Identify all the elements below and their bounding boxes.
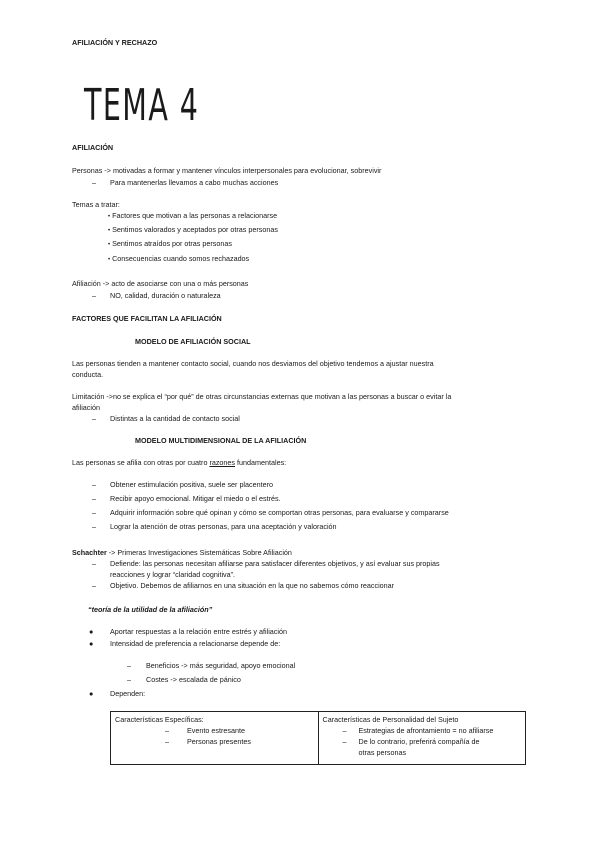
table-cell-personalidad xyxy=(318,712,526,765)
bullet-icon: ● xyxy=(89,689,94,698)
bullet-icon: • xyxy=(108,257,111,263)
personas-sub: Para mantenerlas llevamos a cabo muchas acciones xyxy=(110,178,279,187)
teoria-sub-2: Costes -> escalada de pánico xyxy=(146,675,241,684)
paragraph-line: afiliación xyxy=(72,403,100,412)
list-item: Lograr la atención de otras personas, para una aceptación y valoración xyxy=(110,522,337,531)
dash-marker xyxy=(92,508,96,517)
list-item: • Sentimos valorados y aceptados por otras personas xyxy=(108,225,278,234)
schachter-objetivo: Objetivo. Debemos de afiliarnos en una situación en la que no sabemos cómo reaccionar xyxy=(110,581,395,590)
paragraph-line: conducta. xyxy=(72,370,104,379)
bullet-icon: • xyxy=(108,242,111,248)
teoria-bullet-3: Dependen: xyxy=(110,689,146,698)
table-cell-especificas xyxy=(111,712,319,765)
dependencias-table xyxy=(110,711,526,765)
list-item: Adquirir información sobre qué opinan y cómo se comportan otras personas, para evaluarse y compararse xyxy=(110,508,449,517)
schachter-defiende-cont: reacciones y lograr “claridad cognitiva”. xyxy=(110,570,236,579)
definition-text: Afiliación -> acto de asociarse con una o más personas xyxy=(72,279,249,288)
schachter-defiende: Defiende: las personas necesitan afiliarse para satisfacer diferentes objetivos, y así evaluar sus propias xyxy=(110,559,440,568)
dash-marker xyxy=(92,291,96,300)
dash-marker xyxy=(92,559,96,568)
subheading-modelo-multi: MODELO MULTIDIMENSIONAL DE LA AFILIACIÓN xyxy=(135,436,307,445)
cell-title: Características de Personalidad del Sujeto xyxy=(322,715,459,724)
teoria-sub-1: Beneficios -> más seguridad, apoyo emocional xyxy=(146,661,296,670)
dash-marker xyxy=(92,414,96,423)
list-item: Obtener estimulación positiva, suele ser placentero xyxy=(110,480,274,489)
dash-marker xyxy=(92,522,96,531)
schachter-line: Schachter -> Primeras Investigaciones Sistemáticas Sobre Afiliación xyxy=(72,548,292,557)
dash-marker xyxy=(127,661,131,670)
list-item: – De lo contrario, preferirá compañía de xyxy=(323,737,522,748)
bullet-icon: • xyxy=(108,228,111,234)
bullet-icon: • xyxy=(108,214,111,220)
list-item: – Evento estresante xyxy=(115,726,314,737)
teoria-heading: “teoría de la utilidad de la afiliación” xyxy=(88,605,213,614)
dash-marker xyxy=(127,675,131,684)
header-title: AFILIACIÓN Y RECHAZO xyxy=(72,38,158,47)
paragraph-line: Limitación ->no se explica el “por qué” de otras circunstancias externas que motivan a las personas a buscar o evitar la xyxy=(72,392,452,401)
list-item-cont: otras personas xyxy=(358,748,407,757)
personas-text: Personas -> motivadas a formar y mantener vínculos interpersonales para evolucionar, sobrevivir xyxy=(72,166,382,175)
paragraph-line: Las personas tienden a mantener contacto social, cuando nos desviamos del objetivo tendemos a ajustar nuestra xyxy=(72,359,434,368)
bullet-icon: ● xyxy=(89,627,94,636)
bullet-icon: ● xyxy=(89,639,94,648)
list-item: Recibir apoyo emocional. Mitigar el miedo o el estrés. xyxy=(110,494,281,503)
list-item: • Consecuencias cuando somos rechazados xyxy=(108,254,250,263)
definition-sub: NO, calidad, duración o naturaleza xyxy=(110,291,221,300)
table-row xyxy=(111,712,526,765)
list-item: – Estrategias de afrontamiento = no afiliarse xyxy=(323,726,522,737)
dash-marker xyxy=(92,480,96,489)
list-item: • Factores que motivan a las personas a relacionarse xyxy=(108,211,278,220)
dash-marker xyxy=(92,581,96,590)
cell-title: Características Específicas: xyxy=(115,715,204,724)
teoria-bullet-1: Aportar respuestas a la relación entre estrés y afiliación xyxy=(110,627,287,636)
list-item: – Personas presentes xyxy=(115,737,314,748)
limitacion-sub: Distintas a la cantidad de contacto social xyxy=(110,414,240,423)
dash-marker xyxy=(92,494,96,503)
subheading-modelo-social: MODELO DE AFILIACIÓN SOCIAL xyxy=(135,337,251,346)
razones-intro: Las personas se afilia con otras por cuatro razones fundamentales: xyxy=(72,458,287,467)
page-title: TEMA 4 xyxy=(84,80,200,131)
temas-label: Temas a tratar: xyxy=(72,200,120,209)
teoria-bullet-2: Intensidad de preferencia a relacionarse depende de: xyxy=(110,639,281,648)
list-item: • Sentimos atraídos por otras personas xyxy=(108,239,232,248)
section-heading-afiliacion: AFILIACIÓN xyxy=(72,143,114,152)
section-heading-factores: FACTORES QUE FACILITAN LA AFILIACIÓN xyxy=(72,314,222,323)
dash-marker xyxy=(92,178,96,187)
